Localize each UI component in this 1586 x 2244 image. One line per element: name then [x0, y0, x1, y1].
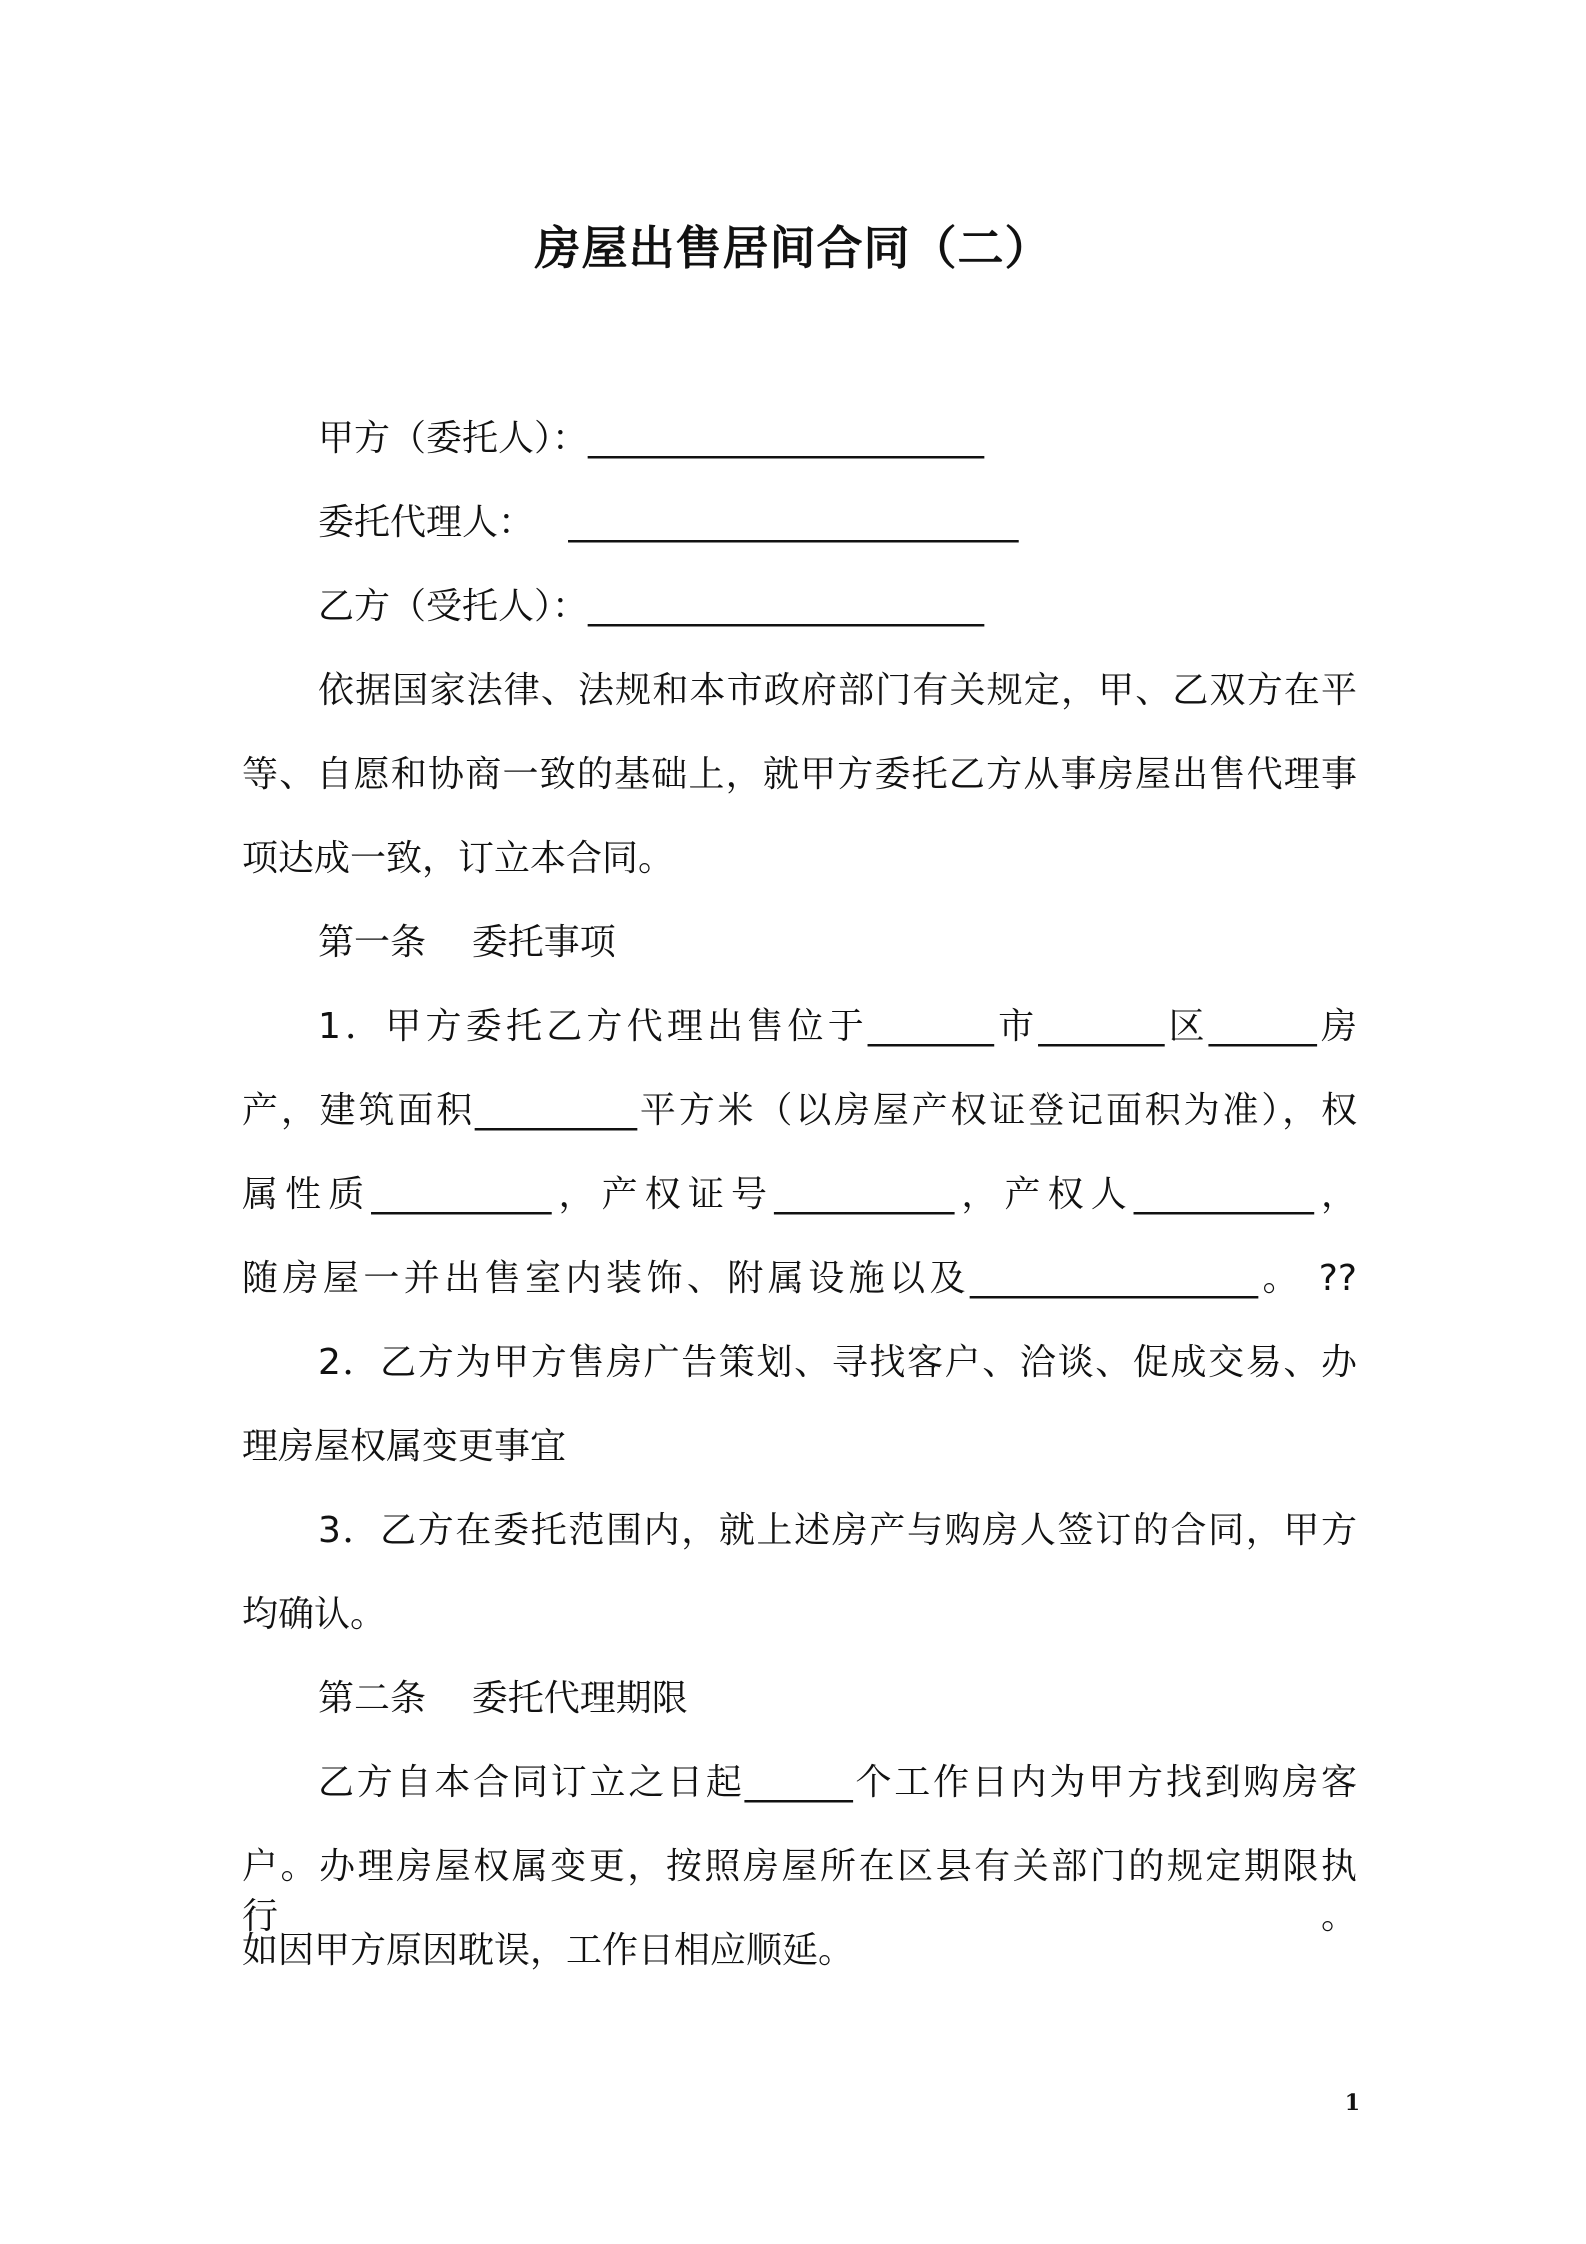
intro-line-1: 依据国家法律、法规和本市政府部门有关规定，甲、乙双方在平	[318, 670, 1357, 711]
item-2-line-1: 2．乙方为甲方售房广告策划、寻找客户、洽谈、促成交易、办	[318, 1342, 1357, 1383]
item-2-line-2: 理房屋权属变更事宜	[242, 1426, 567, 1467]
intro-line-3: 项达成一致，订立本合同。	[242, 838, 675, 879]
item-1-line-4: 随房屋一并出售室内装饰、附属设施以及________________。 ??	[242, 1258, 1357, 1299]
article-2-heading: 第二条 委托代理期限	[318, 1678, 688, 1719]
item-1-line-3: 属性质__________，产权证号__________，产权人__________，	[242, 1174, 1357, 1215]
article-2-line-3: 如因甲方原因耽误，工作日相应顺延。	[242, 1930, 855, 1971]
page-number: 1	[1344, 2090, 1360, 2116]
intro-line-2: 等、自愿和协商一致的基础上，就甲方委托乙方从事房屋出售代理事	[242, 754, 1357, 795]
item-1-line-1: 1．甲方委托乙方代理出售位于_______市_______区______房	[318, 1006, 1357, 1047]
article-2-line-1: 乙方自本合同订立之日起______个工作日内为甲方找到购房客	[318, 1762, 1357, 1803]
party-a-line: 甲方（委托人）：______________________	[318, 418, 985, 459]
party-b-line: 乙方（受托人）：______________________	[318, 586, 985, 627]
item-1-line-2: 产，建筑面积_________平方米（以房屋产权证登记面积为准），权	[242, 1090, 1357, 1131]
article-1-heading: 第一条 委托事项	[318, 922, 616, 963]
item-3-line-2: 均确认。	[242, 1594, 387, 1635]
item-3-line-1: 3．乙方在委托范围内，就上述房产与购房人签订的合同，甲方	[318, 1510, 1357, 1551]
article-2-line-2: 户。办理房屋权属变更，按照房屋所在区县有关部门的规定期限执行。	[242, 1846, 1357, 1937]
document-title: 房屋出售居间合同（二）	[534, 221, 1052, 275]
agent-line: 委托代理人： _________________________	[318, 502, 1019, 543]
